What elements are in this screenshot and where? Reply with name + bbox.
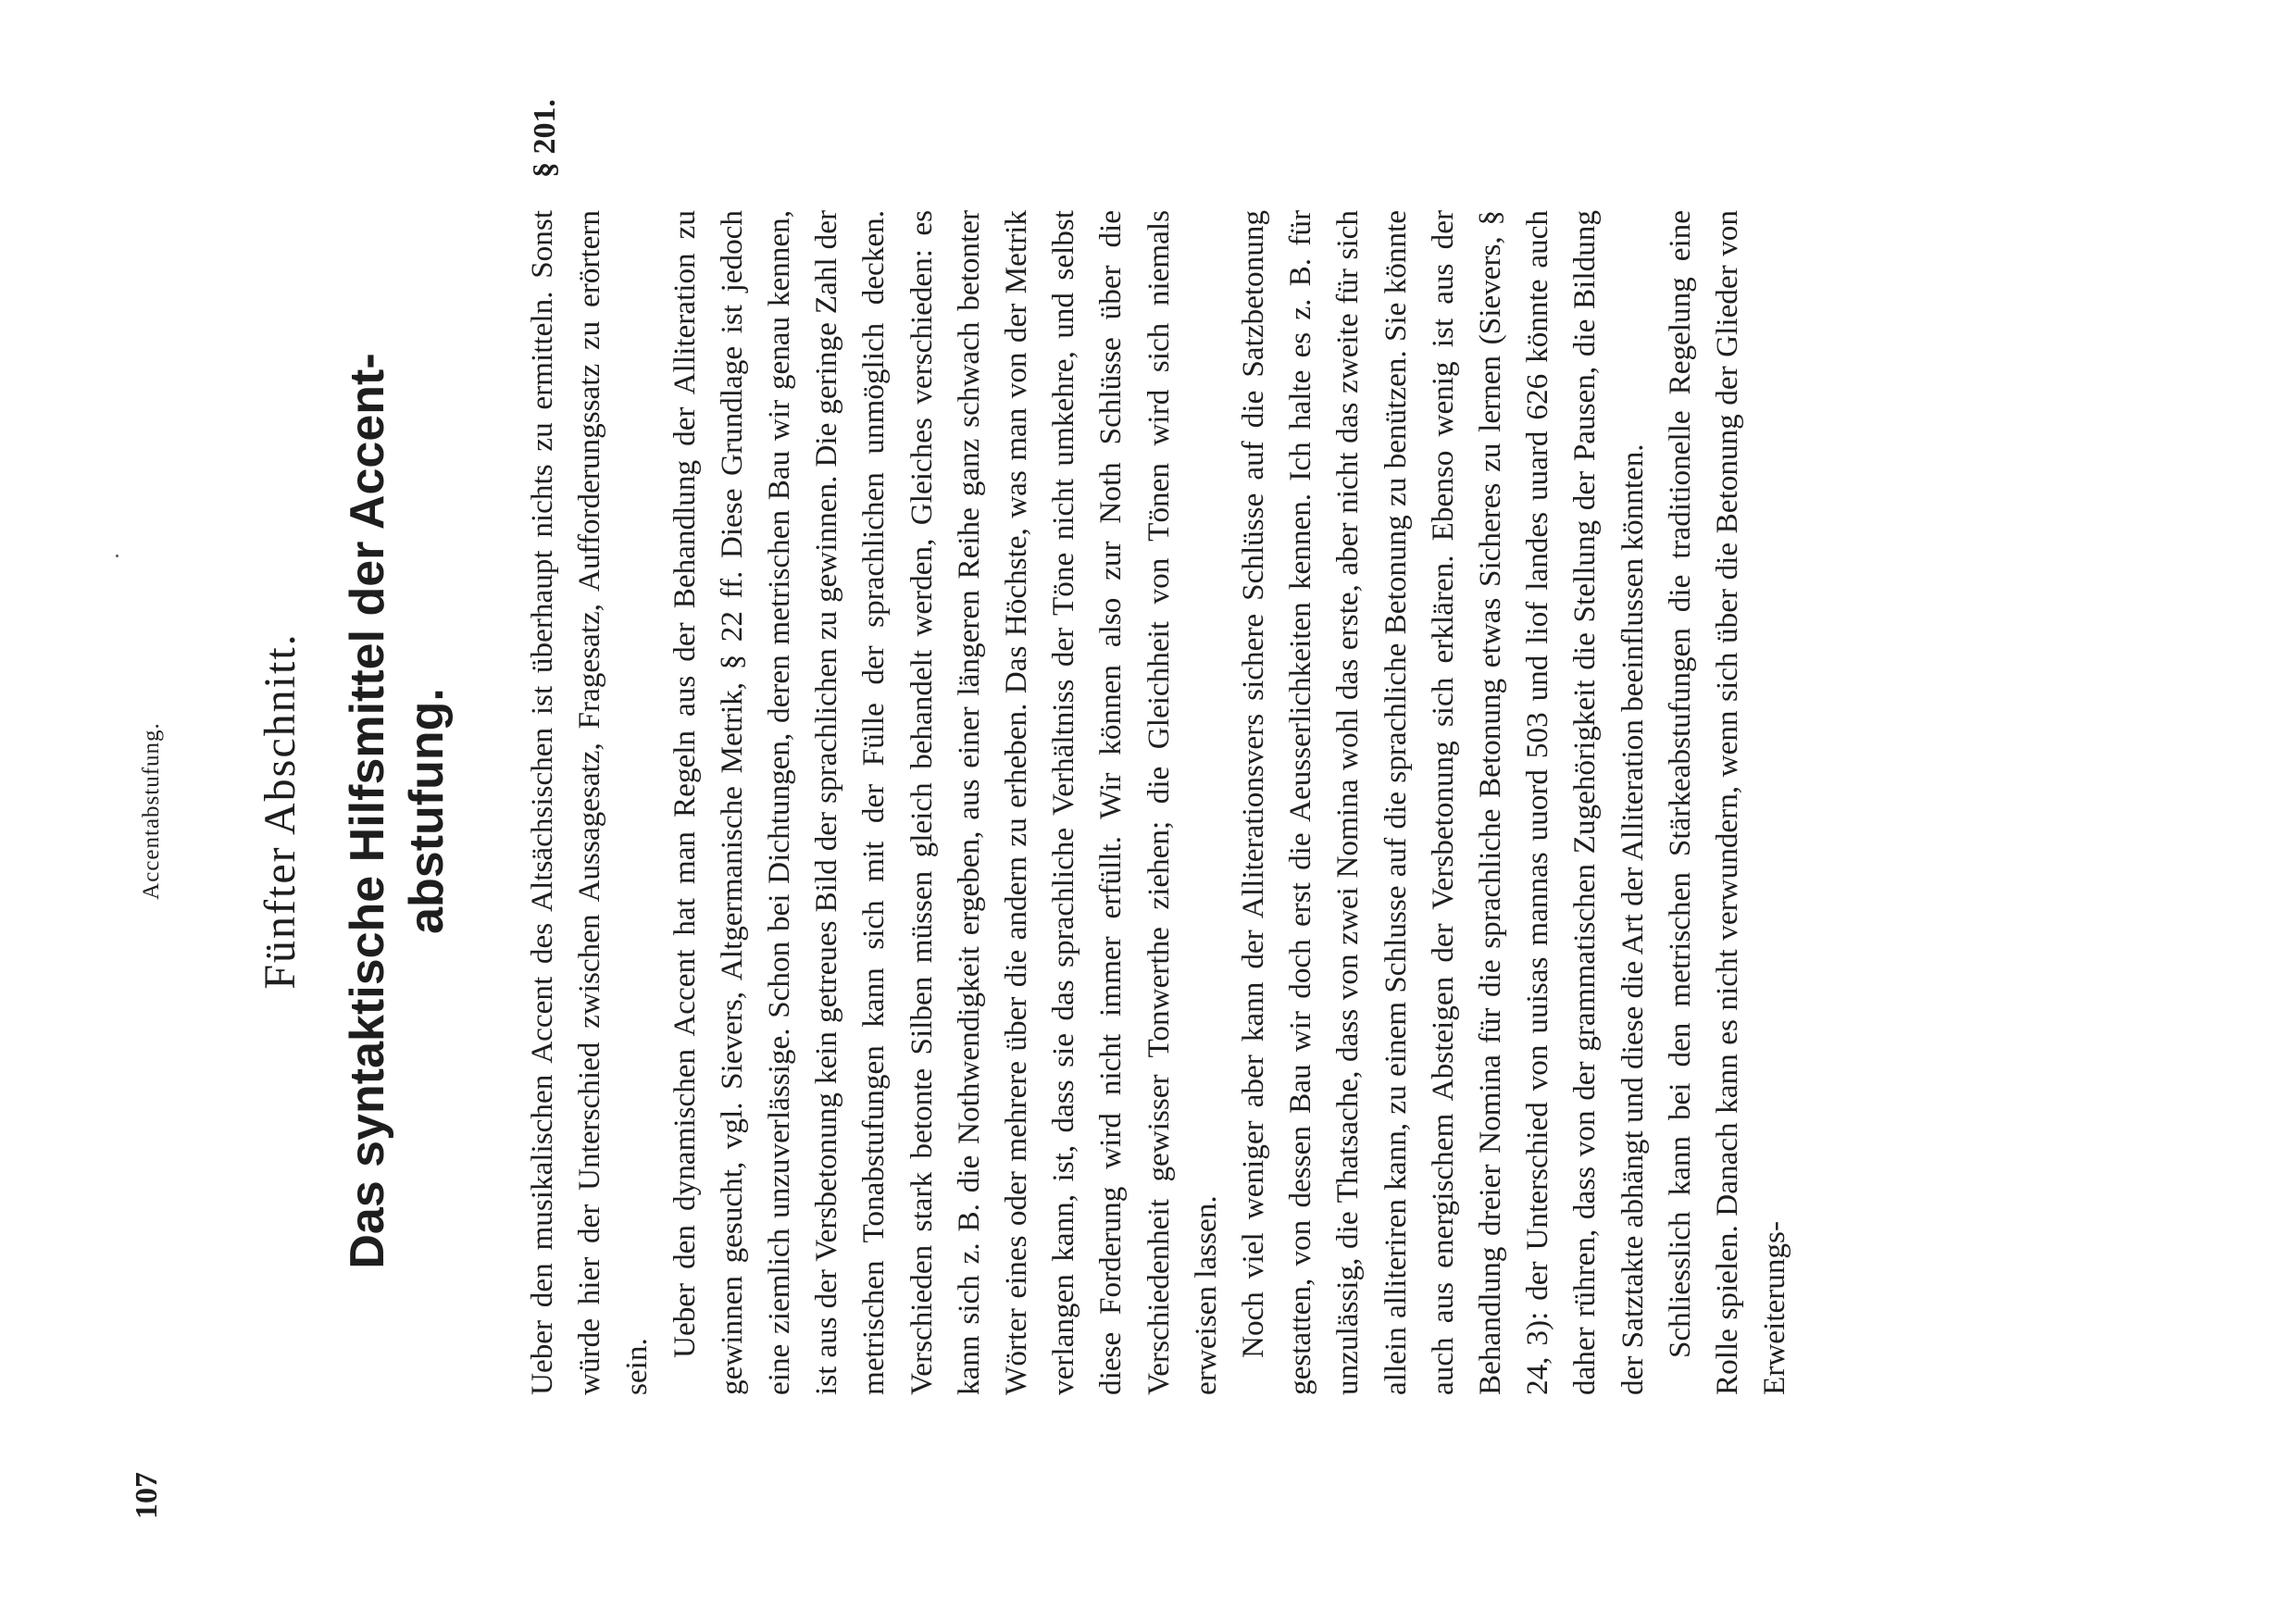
chapter-title-line1: Das syntaktische Hilfsmittel der Accent- xyxy=(341,353,394,1269)
chapter-title xyxy=(338,0,456,1622)
page-number: 107 xyxy=(130,1472,164,1519)
paragraph: Ueber den musikalischen Accent des Altsächsischen ist überhaupt nichts zu ermitteln. Sonst würde hier der Unterschied zwischen Aussagesatz, Fragesatz, Aufforderungssatz zu erörtern sein. xyxy=(525,210,655,1395)
paragraph: Ueber den dynamischen Accent hat man Regeln aus der Behandlung der Alliteration zu gewinnen gesucht, vgl. Sievers, Altgermanische Metrik, § 22 ff. Diese Grundlage ist jedoch eine ziemlich unzuverlässige. Schon bei Dichtungen, deren metrischen Bau wir genau kennen, ist aus der Versbetonung kein getreues Bild der sprachlichen zu gewinnen. Die geringe Zahl der metrischen Tonabstufungen kann sich mit der Fülle der sprachlichen unmöglich decken. Verschieden stark betonte Silben müssen gleich behandelt werden, Gleiches verschieden: es kann sich z. B. die Nothwendigkeit ergeben, aus einer längeren Reihe ganz schwach betonter Wörter eines oder mehrere über die andern zu erheben. Das Höchste, was man von der Metrik verlangen kann, ist, dass sie das sprachliche Verhältniss der Töne nicht umkehre, und selbst diese Forderung wird nicht immer erfüllt. Wir können also zur Noth Schlüsse über die Verschiedenheit gewisser Tonwerthe ziehen; die Gleichheit von Tönen wird sich niemals erweisen lassen. xyxy=(667,210,1223,1395)
section-heading: Fünfter Abschnitt. xyxy=(256,632,305,990)
body-text xyxy=(518,210,1798,1395)
running-head-title: Accentabstufung. xyxy=(139,722,164,900)
paragraph: Noch viel weniger aber kann der Alliterationsvers sichere Schlüsse auf die Satzbetonung gestatten, von dessen Bau wir doch erst die Aeusserlichkeiten kennen. Ich halte es z. B. für unzulässig, die Thatsache, dass von zwei Nomina wohl das erste, aber nicht das zweite für sich allein alliteriren kann, zu einem Schlusse auf die sprachliche Betonung zu benützen. Sie könnte auch aus energischem Absteigen der Versbetonung sich erklären. Ebenso wenig ist aus der Behandlung dreier Nomina für die sprachliche Betonung etwas Sicheres zu lernen (Sievers, § 24, 3): der Unterschied von uuisas mannas uuord 503 und liof landes uuard 626 könnte auch daher rühren, dass von der grammatischen Zugehörigkeit die Stellung der Pausen, die Bildung der Satztakte abhängt und diese die Art der Alliteration beeinflussen könnten. xyxy=(1236,210,1650,1395)
paragraph-mark: § 201. xyxy=(528,99,562,178)
running-head xyxy=(130,0,176,1622)
chapter-title-line2: abstufung. xyxy=(400,688,454,934)
paragraph: Schliesslich kann bei den metrischen Stärkeabstufungen die traditionelle Regelung eine Rolle spielen. Danach kann es nicht verwundern, wenn sich über die Betonung der Glieder von Erweiterungs- xyxy=(1662,210,1792,1395)
stray-ink-dot xyxy=(116,555,119,557)
